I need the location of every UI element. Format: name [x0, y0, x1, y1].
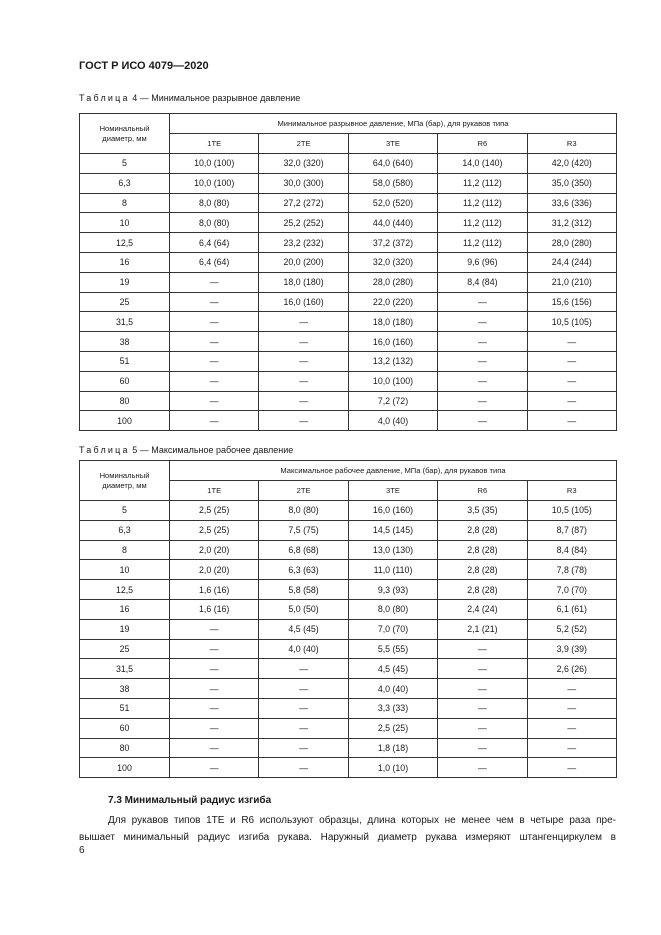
table4-group-header: Минимальное разрывное давление, МПа (бар), для рукавов типа — [170, 114, 617, 134]
table4-row — [80, 173, 617, 193]
table4-value-cell: — — [438, 371, 527, 391]
table5-value-cell: — — [438, 718, 527, 738]
table5-value-cell: 8,0 (80) — [259, 501, 348, 521]
table4-value-cell: — — [170, 292, 259, 312]
table4-value-cell: 35,0 (350) — [527, 173, 616, 193]
table4-diameter-cell: 19 — [80, 272, 170, 292]
table5-row — [80, 580, 617, 600]
table4-row — [80, 411, 617, 431]
table5-value-cell: 4,0 (40) — [348, 679, 437, 699]
table4-value-cell: 37,2 (372) — [348, 233, 437, 253]
table5-diameter-cell: 16 — [80, 599, 170, 619]
table4-row — [80, 154, 617, 174]
table4-value-cell: — — [438, 292, 527, 312]
table4-value-cell: — — [527, 351, 616, 371]
table5-value-cell: 9,3 (93) — [348, 580, 437, 600]
table5-value-cell: 7,8 (78) — [527, 560, 616, 580]
table5-diameter-cell: 38 — [80, 679, 170, 699]
table5-value-cell: — — [170, 639, 259, 659]
table4-value-cell: 16,0 (160) — [348, 332, 437, 352]
table5-value-cell: 2,8 (28) — [438, 540, 527, 560]
table4-value-cell: 58,0 (580) — [348, 173, 437, 193]
table4-caption-text: 4 — Минимальное разрывное давление — [132, 93, 301, 103]
table4-value-cell: 20,0 (200) — [259, 252, 348, 272]
table5-value-cell: 5,0 (50) — [259, 599, 348, 619]
table5-value-cell: 8,0 (80) — [348, 599, 437, 619]
table5-value-cell: 6,1 (61) — [527, 599, 616, 619]
table4-value-cell: 24,4 (244) — [527, 252, 616, 272]
table5-value-cell: 1,0 (10) — [348, 758, 437, 778]
table5-row — [80, 540, 617, 560]
table5-row — [80, 639, 617, 659]
table4-value-cell: 18,0 (180) — [348, 312, 437, 332]
table4-type-header: R3 — [527, 134, 616, 154]
table4-value-cell: — — [170, 411, 259, 431]
table5-value-cell: 2,6 (26) — [527, 659, 616, 679]
table5-value-cell: 4,5 (45) — [259, 619, 348, 639]
table4-value-cell: — — [438, 312, 527, 332]
table5-value-cell: 8,7 (87) — [527, 520, 616, 540]
table5-type-header: 2ТЕ — [259, 481, 348, 501]
table5-row — [80, 679, 617, 699]
table5-value-cell: — — [170, 698, 259, 718]
table4-value-cell: 25,2 (252) — [259, 213, 348, 233]
table4-value-cell: — — [438, 411, 527, 431]
table5-value-cell: — — [438, 639, 527, 659]
table4-value-cell: 33,6 (336) — [527, 193, 616, 213]
table4-value-cell: 4,0 (40) — [348, 411, 437, 431]
table5-value-cell: 2,5 (25) — [170, 501, 259, 521]
table4-value-cell: 31,2 (312) — [527, 213, 616, 233]
table5-row — [80, 698, 617, 718]
table4-value-cell: 42,0 (420) — [527, 154, 616, 174]
table4-value-cell: — — [259, 332, 348, 352]
table5-value-cell: — — [527, 758, 616, 778]
table5-value-cell: 7,5 (75) — [259, 520, 348, 540]
table5-value-cell: 2,1 (21) — [438, 619, 527, 639]
table4-value-cell: 10,5 (105) — [527, 312, 616, 332]
table4-value-cell: 32,0 (320) — [259, 154, 348, 174]
table5-value-cell: — — [259, 718, 348, 738]
table4-value-cell: 21,0 (210) — [527, 272, 616, 292]
table5-value-cell: 2,8 (28) — [438, 560, 527, 580]
table4-value-cell: 52,0 (520) — [348, 193, 437, 213]
table5-value-cell: 2,0 (20) — [170, 540, 259, 560]
section-paragraph — [79, 812, 616, 846]
table5-type-header: R6 — [438, 481, 527, 501]
table5-value-cell: 11,0 (110) — [348, 560, 437, 580]
table4-value-cell: — — [259, 312, 348, 332]
table5-value-cell: — — [259, 738, 348, 758]
table5-value-cell: 1,6 (16) — [170, 599, 259, 619]
table5-value-cell: 6,8 (68) — [259, 540, 348, 560]
table4-diameter-cell: 51 — [80, 351, 170, 371]
table5-diameter-cell: 8 — [80, 540, 170, 560]
table5-value-cell: — — [259, 758, 348, 778]
table4-value-cell: — — [170, 272, 259, 292]
table4-value-cell: — — [527, 332, 616, 352]
table5 — [79, 460, 617, 778]
table5-value-cell: — — [438, 679, 527, 699]
table4-row — [80, 252, 617, 272]
table5-row — [80, 599, 617, 619]
table4-value-cell: 27,2 (272) — [259, 193, 348, 213]
table4-type-header: 3ТЕ — [348, 134, 437, 154]
table4-value-cell: — — [527, 371, 616, 391]
table4-value-cell: — — [170, 351, 259, 371]
table5-diameter-cell: 5 — [80, 501, 170, 521]
table5-value-cell: 1,6 (16) — [170, 580, 259, 600]
table4-value-cell: 22,0 (220) — [348, 292, 437, 312]
table4-value-cell: — — [170, 371, 259, 391]
table5-value-cell: 2,8 (28) — [438, 580, 527, 600]
table4-col0-header: Номинальный диаметр, мм — [80, 114, 170, 154]
table5-diameter-cell: 100 — [80, 758, 170, 778]
table4-value-cell: — — [438, 391, 527, 411]
table5-row — [80, 659, 617, 679]
table5-value-cell: 7,0 (70) — [527, 580, 616, 600]
table5-diameter-cell: 12,5 — [80, 580, 170, 600]
table4-value-cell: 44,0 (440) — [348, 213, 437, 233]
table5-caption-text: 5 — Максимальное рабочее давление — [132, 445, 294, 455]
table4-value-cell: 11,2 (112) — [438, 233, 527, 253]
table4-type-header: 1ТЕ — [170, 134, 259, 154]
table4-value-cell: 7,2 (72) — [348, 391, 437, 411]
table5-value-cell: 3,9 (39) — [527, 639, 616, 659]
table4-row — [80, 193, 617, 213]
table4-type-header: 2ТЕ — [259, 134, 348, 154]
table4-diameter-cell: 5 — [80, 154, 170, 174]
table4-value-cell: 14,0 (140) — [438, 154, 527, 174]
table4-value-cell: 30,0 (300) — [259, 173, 348, 193]
table5-row — [80, 718, 617, 738]
table4-row — [80, 312, 617, 332]
table5-value-cell: 5,2 (52) — [527, 619, 616, 639]
table5-value-cell: — — [527, 698, 616, 718]
section-title: 7.3 Минимальный радиус изгиба — [108, 795, 272, 806]
table5-value-cell: — — [170, 718, 259, 738]
table5-value-cell: — — [438, 738, 527, 758]
table5-value-cell: 2,5 (25) — [348, 718, 437, 738]
table4-value-cell: 10,0 (100) — [348, 371, 437, 391]
table4-value-cell: — — [259, 371, 348, 391]
table5-row — [80, 560, 617, 580]
table5-value-cell: — — [527, 718, 616, 738]
table5-row — [80, 758, 617, 778]
table5-value-cell: 10,5 (105) — [527, 501, 616, 521]
table4-value-cell: 32,0 (320) — [348, 252, 437, 272]
table5-value-cell: — — [170, 758, 259, 778]
table5-value-cell: 14,5 (145) — [348, 520, 437, 540]
table5-value-cell: 5,8 (58) — [259, 580, 348, 600]
table4-row — [80, 371, 617, 391]
table5-row — [80, 520, 617, 540]
page-number: 6 — [79, 845, 85, 856]
table4-diameter-cell: 12,5 — [80, 233, 170, 253]
table4-value-cell: — — [170, 312, 259, 332]
table5-type-header: R3 — [527, 481, 616, 501]
document-header: ГОСТ Р ИСО 4079—2020 — [79, 60, 209, 72]
table4-value-cell: — — [438, 332, 527, 352]
table4-caption-label: Таблица — [79, 93, 130, 103]
table5-caption — [79, 445, 293, 455]
table5-value-cell: 2,4 (24) — [438, 599, 527, 619]
table4-value-cell: 28,0 (280) — [348, 272, 437, 292]
table5-diameter-cell: 6,3 — [80, 520, 170, 540]
table5-value-cell: — — [259, 659, 348, 679]
table4-row — [80, 332, 617, 352]
table4-row — [80, 233, 617, 253]
table5-value-cell: 4,5 (45) — [348, 659, 437, 679]
table5-value-cell: 3,5 (35) — [438, 501, 527, 521]
table5-value-cell: — — [438, 758, 527, 778]
table5-value-cell: 16,0 (160) — [348, 501, 437, 521]
table4-diameter-cell: 10 — [80, 213, 170, 233]
table4-diameter-cell: 100 — [80, 411, 170, 431]
table4-value-cell: 11,2 (112) — [438, 173, 527, 193]
table4-value-cell: 18,0 (180) — [259, 272, 348, 292]
table4-value-cell: — — [527, 411, 616, 431]
table5-value-cell: 2,0 (20) — [170, 560, 259, 580]
table5-value-cell: — — [259, 698, 348, 718]
table4-value-cell: — — [438, 351, 527, 371]
table4-value-cell: 8,0 (80) — [170, 213, 259, 233]
table5-diameter-cell: 80 — [80, 738, 170, 758]
table5-value-cell: 6,3 (63) — [259, 560, 348, 580]
table5-row — [80, 619, 617, 639]
table4-diameter-cell: 8 — [80, 193, 170, 213]
table4-type-header: R6 — [438, 134, 527, 154]
table4-value-cell: 13,2 (132) — [348, 351, 437, 371]
table5-value-cell: 7,0 (70) — [348, 619, 437, 639]
table4-value-cell: 9,6 (96) — [438, 252, 527, 272]
table4-row — [80, 292, 617, 312]
table4-value-cell: 11,2 (112) — [438, 213, 527, 233]
table5-value-cell: 2,5 (25) — [170, 520, 259, 540]
table4-diameter-cell: 80 — [80, 391, 170, 411]
table5-value-cell: — — [527, 738, 616, 758]
table5-value-cell: — — [438, 698, 527, 718]
table4-value-cell: 8,4 (84) — [438, 272, 527, 292]
table5-diameter-cell: 31,5 — [80, 659, 170, 679]
table4-diameter-cell: 38 — [80, 332, 170, 352]
table5-value-cell: — — [170, 619, 259, 639]
table5-value-cell: — — [170, 679, 259, 699]
table4-value-cell: 64,0 (640) — [348, 154, 437, 174]
table5-group-header: Максимальное рабочее давление, МПа (бар), для рукавов типа — [170, 461, 617, 481]
table4-value-cell: 15,6 (156) — [527, 292, 616, 312]
paragraph-line-2: вышает минимальный радиус изгиба рукава. Наружный диаметр рукава измеряют штангенциркулем в — [79, 832, 616, 843]
table5-diameter-cell: 19 — [80, 619, 170, 639]
table5-value-cell: 3,3 (33) — [348, 698, 437, 718]
table4-value-cell: 10,0 (100) — [170, 154, 259, 174]
table5-type-header: 1ТЕ — [170, 481, 259, 501]
table4-diameter-cell: 31,5 — [80, 312, 170, 332]
paragraph-line-1: Для рукавов типов 1ТЕ и R6 используют образцы, длина которых не менее чем в четыре раза пре- — [108, 815, 616, 826]
table4-value-cell: 6,4 (64) — [170, 252, 259, 272]
table5-value-cell: — — [527, 679, 616, 699]
table5-caption-label: Таблица — [79, 445, 130, 455]
table5-value-cell: — — [170, 738, 259, 758]
table4-row — [80, 391, 617, 411]
table4-diameter-cell: 60 — [80, 371, 170, 391]
table4-diameter-cell: 25 — [80, 292, 170, 312]
table5-value-cell: 13,0 (130) — [348, 540, 437, 560]
table4-value-cell: — — [259, 351, 348, 371]
table5-row — [80, 738, 617, 758]
table5-value-cell: 8,4 (84) — [527, 540, 616, 560]
table5-value-cell: 5,5 (55) — [348, 639, 437, 659]
table5-diameter-cell: 60 — [80, 718, 170, 738]
table5-value-cell: — — [259, 679, 348, 699]
table4-row — [80, 272, 617, 292]
table5-value-cell: 1,8 (18) — [348, 738, 437, 758]
table5-diameter-cell: 25 — [80, 639, 170, 659]
table4-value-cell: 16,0 (160) — [259, 292, 348, 312]
table4-value-cell: 8,0 (80) — [170, 193, 259, 213]
table4-value-cell: 11,2 (112) — [438, 193, 527, 213]
table5-value-cell: 4,0 (40) — [259, 639, 348, 659]
table5-row — [80, 501, 617, 521]
table5-value-cell: — — [438, 659, 527, 679]
table4-diameter-cell: 6,3 — [80, 173, 170, 193]
table4-value-cell: — — [170, 332, 259, 352]
table4-diameter-cell: 16 — [80, 252, 170, 272]
table4-value-cell: — — [527, 391, 616, 411]
table4-value-cell: 28,0 (280) — [527, 233, 616, 253]
table4-value-cell: — — [259, 391, 348, 411]
table4-row — [80, 351, 617, 371]
table5-value-cell: — — [170, 659, 259, 679]
table5-col0-header: Номинальный диаметр, мм — [80, 461, 170, 501]
table5-value-cell: 2,8 (28) — [438, 520, 527, 540]
table4 — [79, 113, 617, 431]
table4-value-cell: 6,4 (64) — [170, 233, 259, 253]
table5-type-header: 3ТЕ — [348, 481, 437, 501]
table5-diameter-cell: 10 — [80, 560, 170, 580]
table4-value-cell: 10,0 (100) — [170, 173, 259, 193]
table4-caption — [79, 93, 300, 103]
table4-value-cell: — — [259, 411, 348, 431]
table5-diameter-cell: 51 — [80, 698, 170, 718]
table4-value-cell: 23,2 (232) — [259, 233, 348, 253]
table4-row — [80, 213, 617, 233]
table4-value-cell: — — [170, 391, 259, 411]
